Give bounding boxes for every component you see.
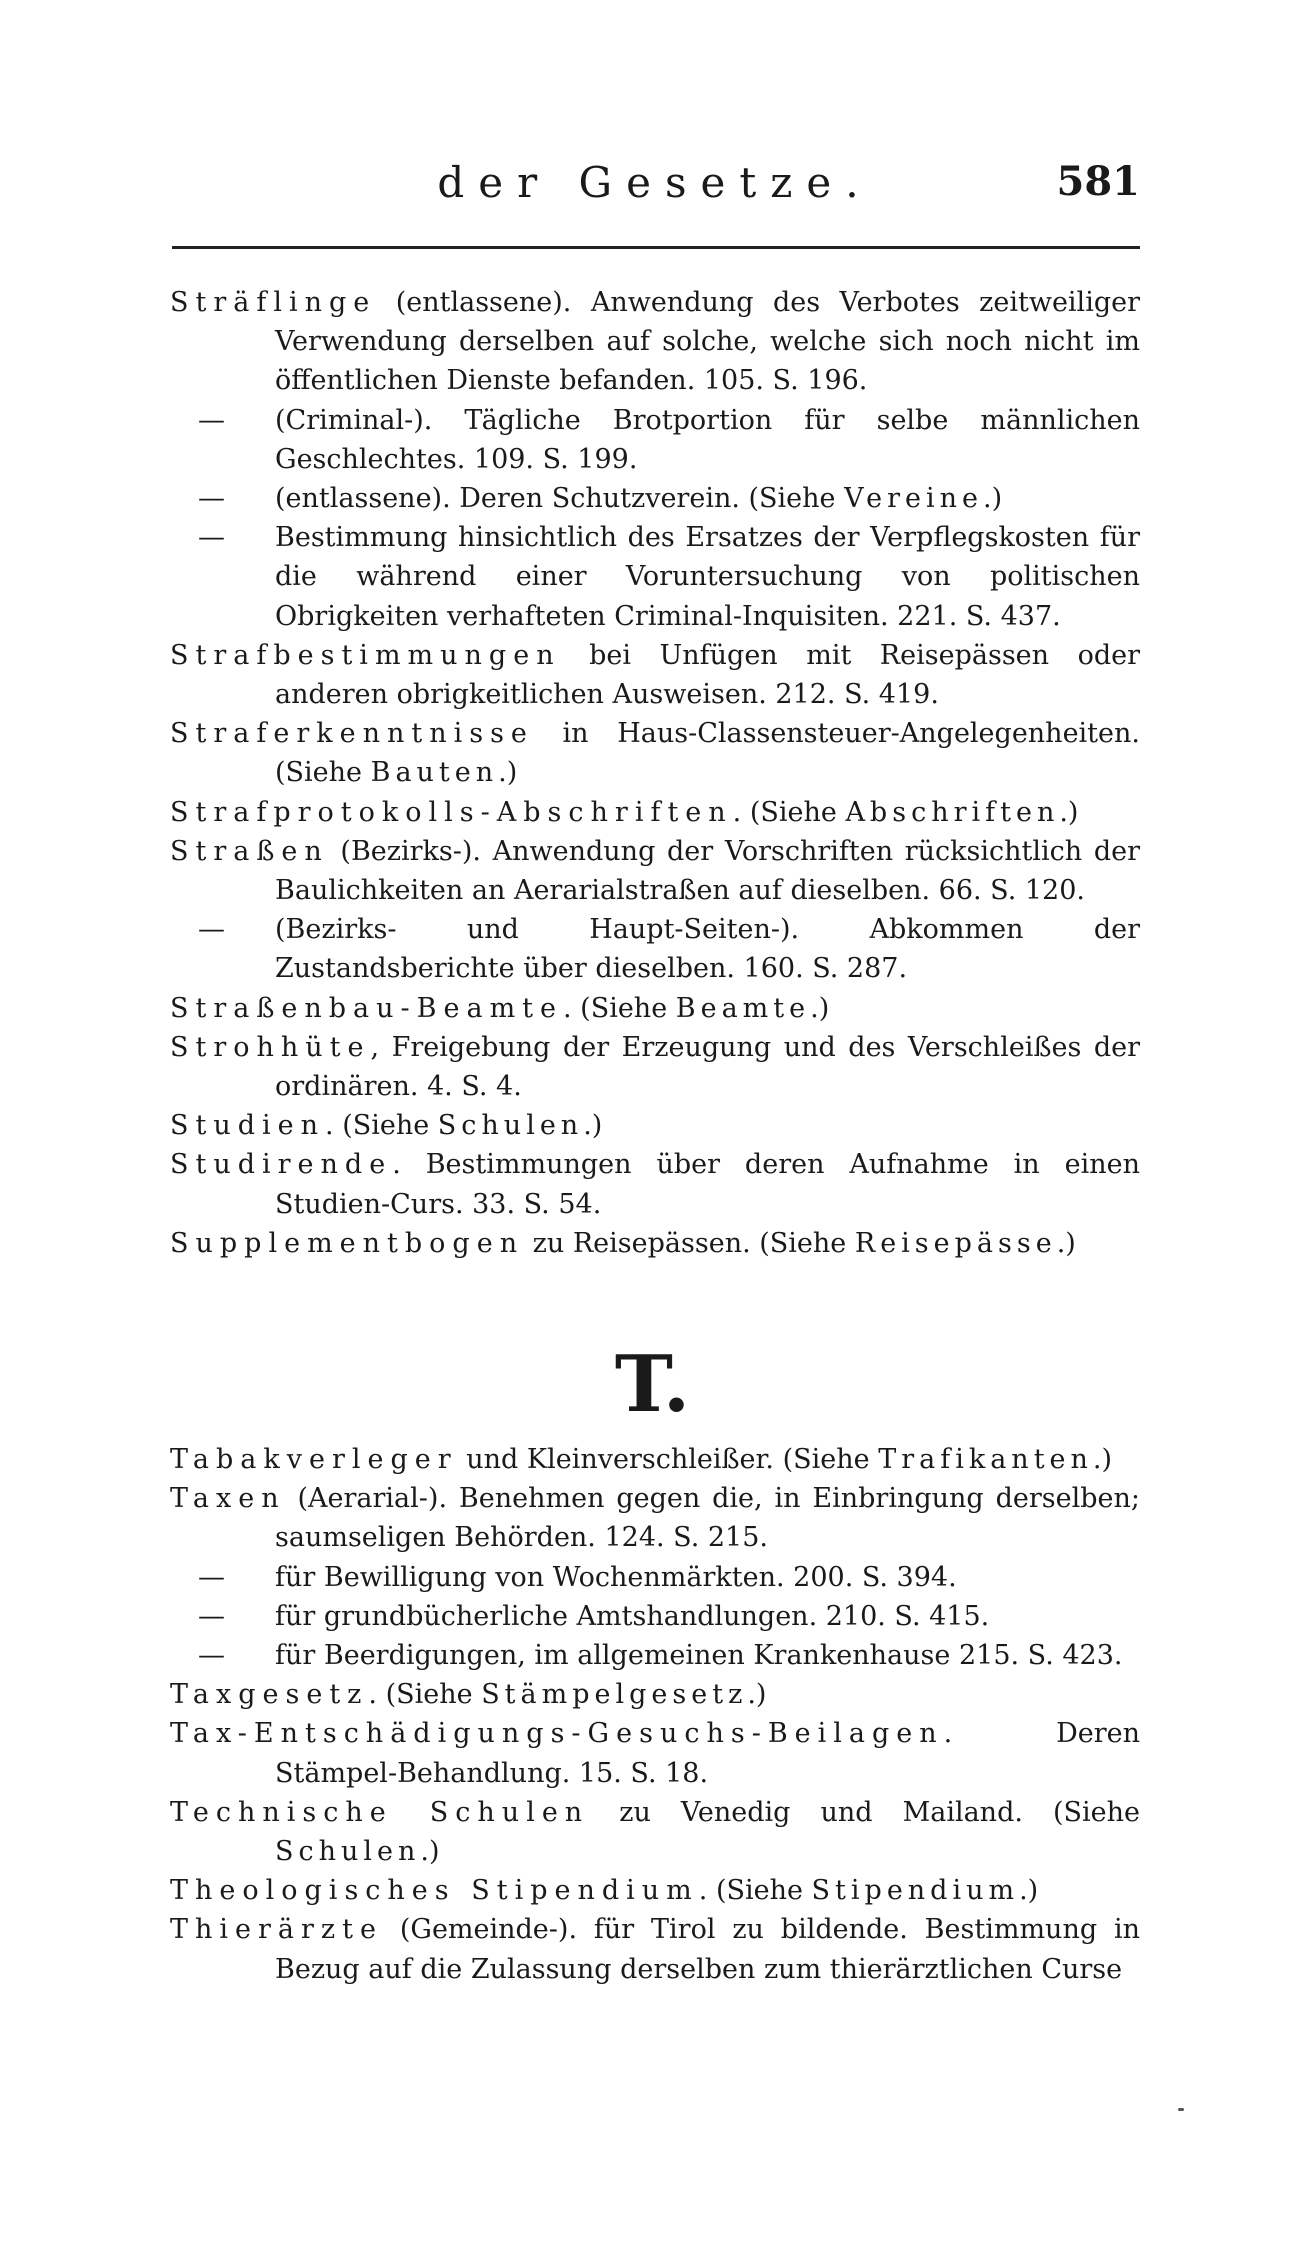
- entry-text: (Aerarial-). Benehmen gegen die, in Einbringung derselben; saumseligen Behörden. 124. S. 215.: [275, 1483, 1140, 1554]
- index-entry: [170, 1871, 1140, 1910]
- entry-dash: —: [198, 404, 225, 436]
- entry-text: zu Reisepässen. (Siehe: [524, 1227, 855, 1259]
- header-rule: [172, 246, 1140, 249]
- entry-text: (Criminal-). Tägliche Brotportion für selbe männlichen Geschlechtes. 109. S. 199.: [275, 404, 1140, 475]
- entry-text: (Gemeinde-). für Tirol zu bildende. Bestimmung in Bezug auf die Zulassung derselben zum thierärztlichen Curse: [275, 1914, 1140, 1985]
- entry-cross-reference: Trafikanten: [878, 1444, 1093, 1475]
- index-section-t: [170, 1440, 1140, 1989]
- index-entry: [170, 1224, 1140, 1263]
- index-section-s: [170, 283, 1140, 1263]
- entry-headword: Straßenbau-Beamte: [170, 992, 563, 1024]
- index-entry: [170, 793, 1140, 832]
- entry-headword: Strafprotokolls-Abschriften: [170, 796, 733, 828]
- letter-heading: T.: [614, 1339, 691, 1430]
- entry-headword: Studirende: [170, 1149, 393, 1181]
- running-title: der Gesetze.: [437, 158, 873, 207]
- index-subentry: [170, 518, 1140, 636]
- entry-dash: —: [198, 914, 225, 946]
- index-entry: [170, 1106, 1140, 1145]
- entry-headword: Studien: [170, 1110, 326, 1142]
- entry-dash: —: [198, 483, 225, 515]
- index-subentry: [170, 479, 1140, 518]
- entry-cross-reference: Schulen: [437, 1110, 584, 1142]
- entry-text: in Haus-Classensteuer-Angelegenheiten. (Siehe: [275, 718, 1140, 789]
- index-entry: [170, 1793, 1140, 1871]
- entry-headword: Theologisches Stipendium: [170, 1875, 699, 1907]
- index-entry: [170, 283, 1140, 401]
- entry-text: . (Siehe: [368, 1679, 482, 1711]
- entry-cross-reference: Abschriften: [845, 796, 1060, 828]
- entry-text: . (Siehe: [325, 1110, 438, 1142]
- entry-headword: Tax-Entschädigungs-Gesuchs-Beilagen: [170, 1718, 944, 1750]
- entry-text: für Beerdigungen, im allgemeinen Krankenhause 215. S. 423.: [275, 1640, 1123, 1672]
- entry-text: (Bezirks- und Haupt-Seiten-). Abkommen der Zustandsberichte über dieselben. 160. S. 287.: [275, 914, 1140, 985]
- entry-cross-reference: Beamte: [675, 992, 811, 1024]
- entry-headword: Strafbestimmungen: [170, 639, 561, 671]
- index-subentry: [170, 401, 1140, 479]
- entry-text: , Freigebung der Erzeugung und des Verschleißes der ordinären. 4. S. 4.: [275, 1031, 1140, 1103]
- entry-text: und Kleinverschleißer. (Siehe: [457, 1444, 879, 1475]
- entry-dash: —: [198, 1640, 225, 1672]
- entry-headword: Technische Schulen: [170, 1796, 590, 1828]
- index-subentry: [170, 1558, 1140, 1597]
- entry-headword: Supplementbogen: [170, 1227, 525, 1259]
- entry-text: . Deren Stämpel-Behandlung. 15. S. 18.: [275, 1718, 1140, 1789]
- entry-text: .): [1056, 1227, 1076, 1259]
- entry-text: für grundbücherliche Amtshandlungen. 210. S. 415.: [275, 1600, 990, 1632]
- entry-text: für Bewilligung von Wochenmärkten. 200. S. 394.: [275, 1561, 957, 1593]
- page-number: 581: [1056, 158, 1140, 205]
- entry-headword: Straßen: [170, 835, 329, 867]
- entry-cross-reference: Bauten: [370, 757, 499, 789]
- entry-text: .): [1059, 796, 1079, 828]
- entry-cross-reference: Schulen: [275, 1836, 421, 1868]
- entry-dash: —: [198, 1561, 225, 1593]
- entry-headword: Tabakverleger: [170, 1444, 458, 1475]
- entry-cross-reference: Reisepässe: [854, 1227, 1057, 1259]
- entry-text: Bestimmung hinsichtlich des Ersatzes der Verpflegskosten für die während einer Voruntersuchung von politischen Obrigkeiten verhafteten Criminal-Inquisiten. 221. S. 437.: [275, 522, 1140, 632]
- entry-text: . (Siehe: [698, 1875, 812, 1907]
- index-entry: [170, 636, 1140, 714]
- entry-text: .): [810, 992, 830, 1024]
- entry-text: .): [1019, 1875, 1039, 1907]
- index-entry: [170, 1675, 1140, 1714]
- index-subentry: [170, 910, 1140, 988]
- entry-dash: —: [198, 522, 225, 554]
- entry-headword: Taxgesetz: [170, 1679, 369, 1711]
- entry-headword: Thierärzte: [170, 1914, 383, 1946]
- entry-headword: Straferkenntnisse: [170, 718, 534, 750]
- index-entry: [170, 1714, 1140, 1792]
- entry-text: .): [747, 1679, 767, 1711]
- entry-text: . (Siehe: [563, 992, 676, 1024]
- index-entry: [170, 1440, 1140, 1479]
- entry-text: .): [983, 483, 1003, 515]
- entry-cross-reference: Vereine: [844, 483, 983, 515]
- index-entry: [170, 1145, 1140, 1223]
- index-subentry: [170, 1597, 1140, 1636]
- index-subentry: [170, 1636, 1140, 1675]
- entry-headword: Taxen: [170, 1483, 286, 1515]
- index-entry: [170, 832, 1140, 910]
- entry-text: .): [583, 1110, 603, 1142]
- entry-text: . (Siehe: [732, 796, 846, 828]
- entry-text: .): [498, 757, 518, 789]
- index-entry: [170, 1910, 1140, 1988]
- index-entry: [170, 1479, 1140, 1557]
- entry-cross-reference: Stipendium: [811, 1875, 1020, 1907]
- entry-text: (Bezirks-). Anwendung der Vorschriften rücksichtlich der Baulichkeiten an Aerarialstraßen auf dieselben. 66. S. 120.: [275, 835, 1140, 907]
- entry-text: .): [420, 1836, 440, 1868]
- entry-text: zu Venedig und Mailand. (Siehe: [589, 1796, 1140, 1828]
- entry-text: .): [1092, 1444, 1113, 1475]
- entry-text: bei Unfügen mit Reisepässen oder anderen obrigkeitlichen Ausweisen. 212. S. 419.: [275, 639, 1140, 711]
- entry-dash: —: [198, 1600, 225, 1632]
- page-header: [170, 150, 1140, 220]
- index-entry: [170, 989, 1140, 1028]
- index-entry: [170, 1028, 1140, 1106]
- index-entry: [170, 714, 1140, 792]
- entry-text: (entlassene). Deren Schutzverein. (Siehe: [275, 483, 845, 515]
- entry-text: . Bestimmungen über deren Aufnahme in einen Studien-Curs. 33. S. 54.: [275, 1149, 1140, 1220]
- print-speck: [1178, 2108, 1184, 2111]
- entry-text: (entlassene). Anwendung des Verbotes zeitweiliger Verwendung derselben auf solche, welche sich noch nicht im öffentlichen Dienste befanden. 105. S. 196.: [275, 287, 1140, 397]
- entry-headword: Strohhüte: [170, 1031, 371, 1063]
- entry-cross-reference: Stämpelgesetz: [481, 1679, 748, 1711]
- entry-headword: Sträflinge: [170, 287, 377, 318]
